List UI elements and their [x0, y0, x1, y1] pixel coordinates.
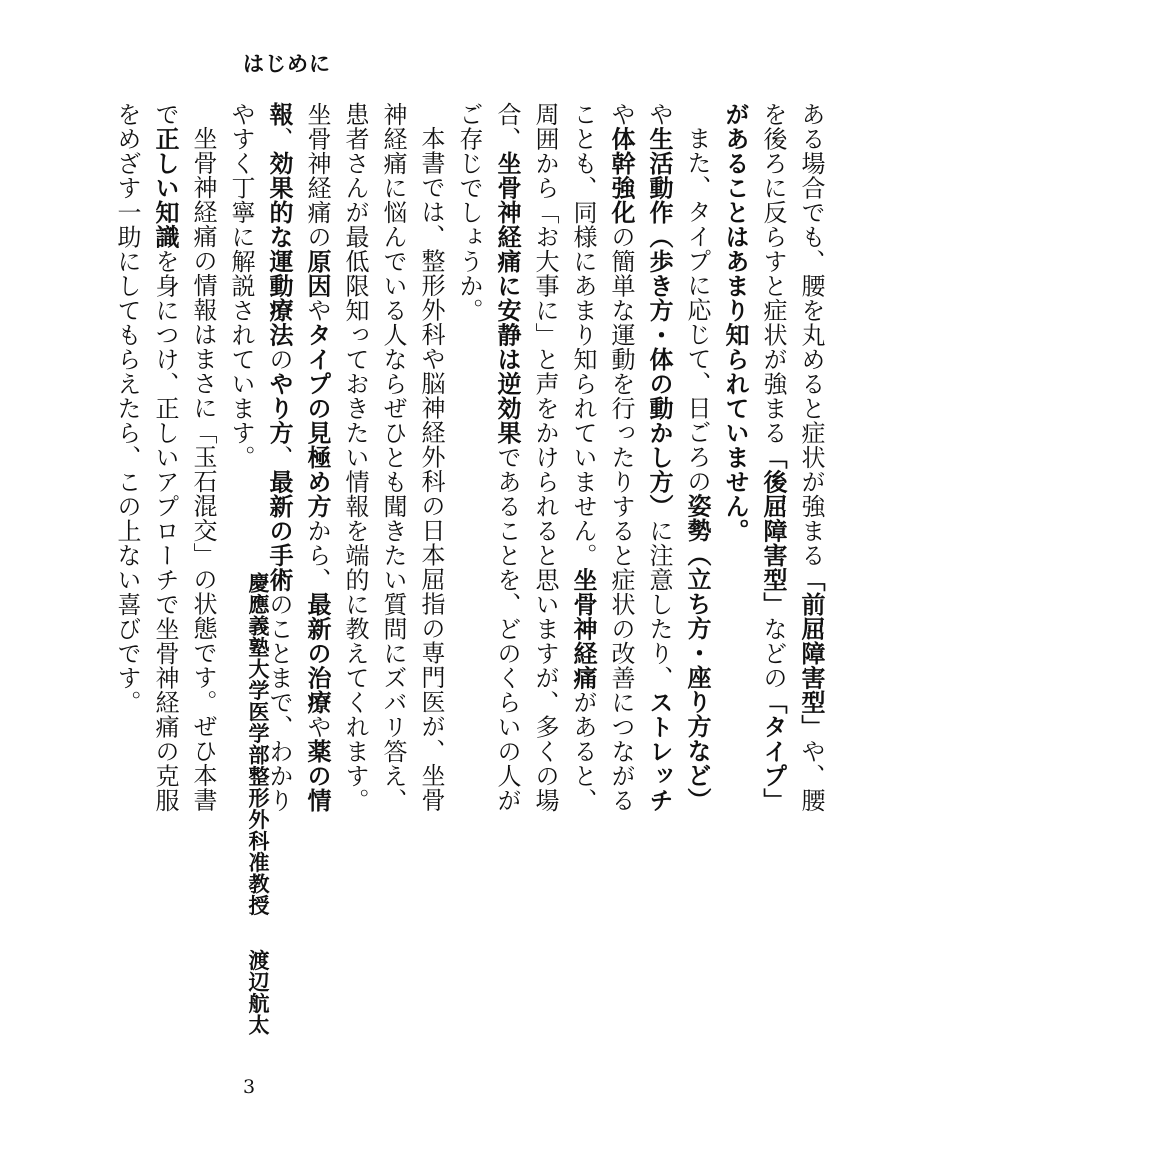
- p4-text-2: を身につけ、正しいアプローチで坐骨神経痛の克服をめざす一助にしてもらえたら、この上ない喜びです。: [113, 102, 179, 813]
- p2-text-7: であることを、どのくらいの人がご存じでしょうか。: [455, 102, 521, 813]
- p1-text-1: ある場合でも、腰を丸めると症状が強まる: [797, 102, 825, 568]
- p2-text-3: に注意したり、: [645, 518, 673, 690]
- p1-emphasis-3: 「タイプ」: [759, 690, 787, 813]
- p2-text-5: の簡単な運動を行ったりすると症状の改善につながることも、同様にあまり知られていません。: [569, 102, 635, 813]
- p2-text-1: また、タイプに応じて、日ごろの: [683, 126, 711, 494]
- p2-emphasis-6: 坐骨神経痛に安静は逆効果: [493, 151, 521, 445]
- p3-emphasis-5: 効果的な運動療法: [265, 151, 293, 347]
- paragraph-2: [450, 102, 716, 822]
- page-number: 3: [243, 1076, 256, 1098]
- author-signature: [243, 572, 273, 1092]
- p2-emphasis-1: 姿勢（立ち方・座り方など）: [683, 493, 711, 812]
- p2-emphasis-3: ストレッチ: [645, 690, 673, 813]
- p2-text-4: や: [607, 102, 635, 127]
- p1-emphasis-1: 「前屈障害型」: [797, 567, 825, 739]
- p3-text-8: のことまで、わかりやすく丁寧に解説されています。: [227, 102, 293, 813]
- p3-emphasis-6: やり方: [265, 371, 293, 445]
- p3-emphasis-3: 最新の治療: [303, 592, 331, 715]
- p3-text-3: から、: [303, 518, 331, 592]
- p3-emphasis-2: タイプの見極め方: [303, 322, 331, 519]
- p2-emphasis-2: 生活動作（歩き方・体の動かし方）: [645, 126, 673, 519]
- p1-text-2: や、腰を後ろに反らすと症状が強まる: [759, 102, 825, 813]
- p3-text-4: や: [303, 714, 331, 739]
- body-text: [108, 102, 830, 822]
- paragraph-1: [716, 102, 830, 822]
- paragraph-4: [108, 102, 222, 822]
- p1-emphasis-4: があることはあまり知られていません。: [721, 102, 749, 543]
- p2-text-2: や: [645, 102, 673, 127]
- p3-text-5: 、: [265, 126, 293, 151]
- p1-emphasis-2: 「後屈障害型」: [759, 445, 787, 617]
- section-title: はじめに: [243, 52, 331, 76]
- p3-text-7: 、: [265, 445, 293, 470]
- p2-emphasis-5: 坐骨神経痛: [569, 567, 597, 690]
- p4-text-1: 坐骨神経痛の情報はまさに「玉石混交」の状態です。ぜひ本書で: [151, 102, 217, 812]
- p3-emphasis-1: 原因: [303, 249, 331, 298]
- p1-text-3: などの: [759, 616, 787, 690]
- p3-text-2: や: [303, 298, 331, 323]
- p3-emphasis-7: 最新の手術: [265, 469, 293, 592]
- p2-emphasis-4: 体幹強化: [607, 126, 635, 225]
- p3-emphasis-4: 薬の情報: [265, 102, 331, 813]
- author-name: 渡辺航太: [246, 949, 270, 1036]
- p4-emphasis-1: 正しい知識: [151, 126, 179, 249]
- p3-text-6: の: [265, 347, 293, 372]
- p2-text-6: があると、周囲から「お大事に」と声をかけられると思いますが、多くの場合、: [493, 102, 597, 813]
- p3-text-1: 本書では、整形外科や脳神経外科の日本屈指の専門医が、坐骨神経痛に悩んでいる人ならぜひとも聞きたい質問にズバリ答え、患者さんが最低限知っておきたい情報を端的に教えてくれます。坐骨神経痛の: [303, 102, 445, 813]
- author-affiliation: 慶應義塾大学医学部整形外科准教授: [246, 572, 270, 916]
